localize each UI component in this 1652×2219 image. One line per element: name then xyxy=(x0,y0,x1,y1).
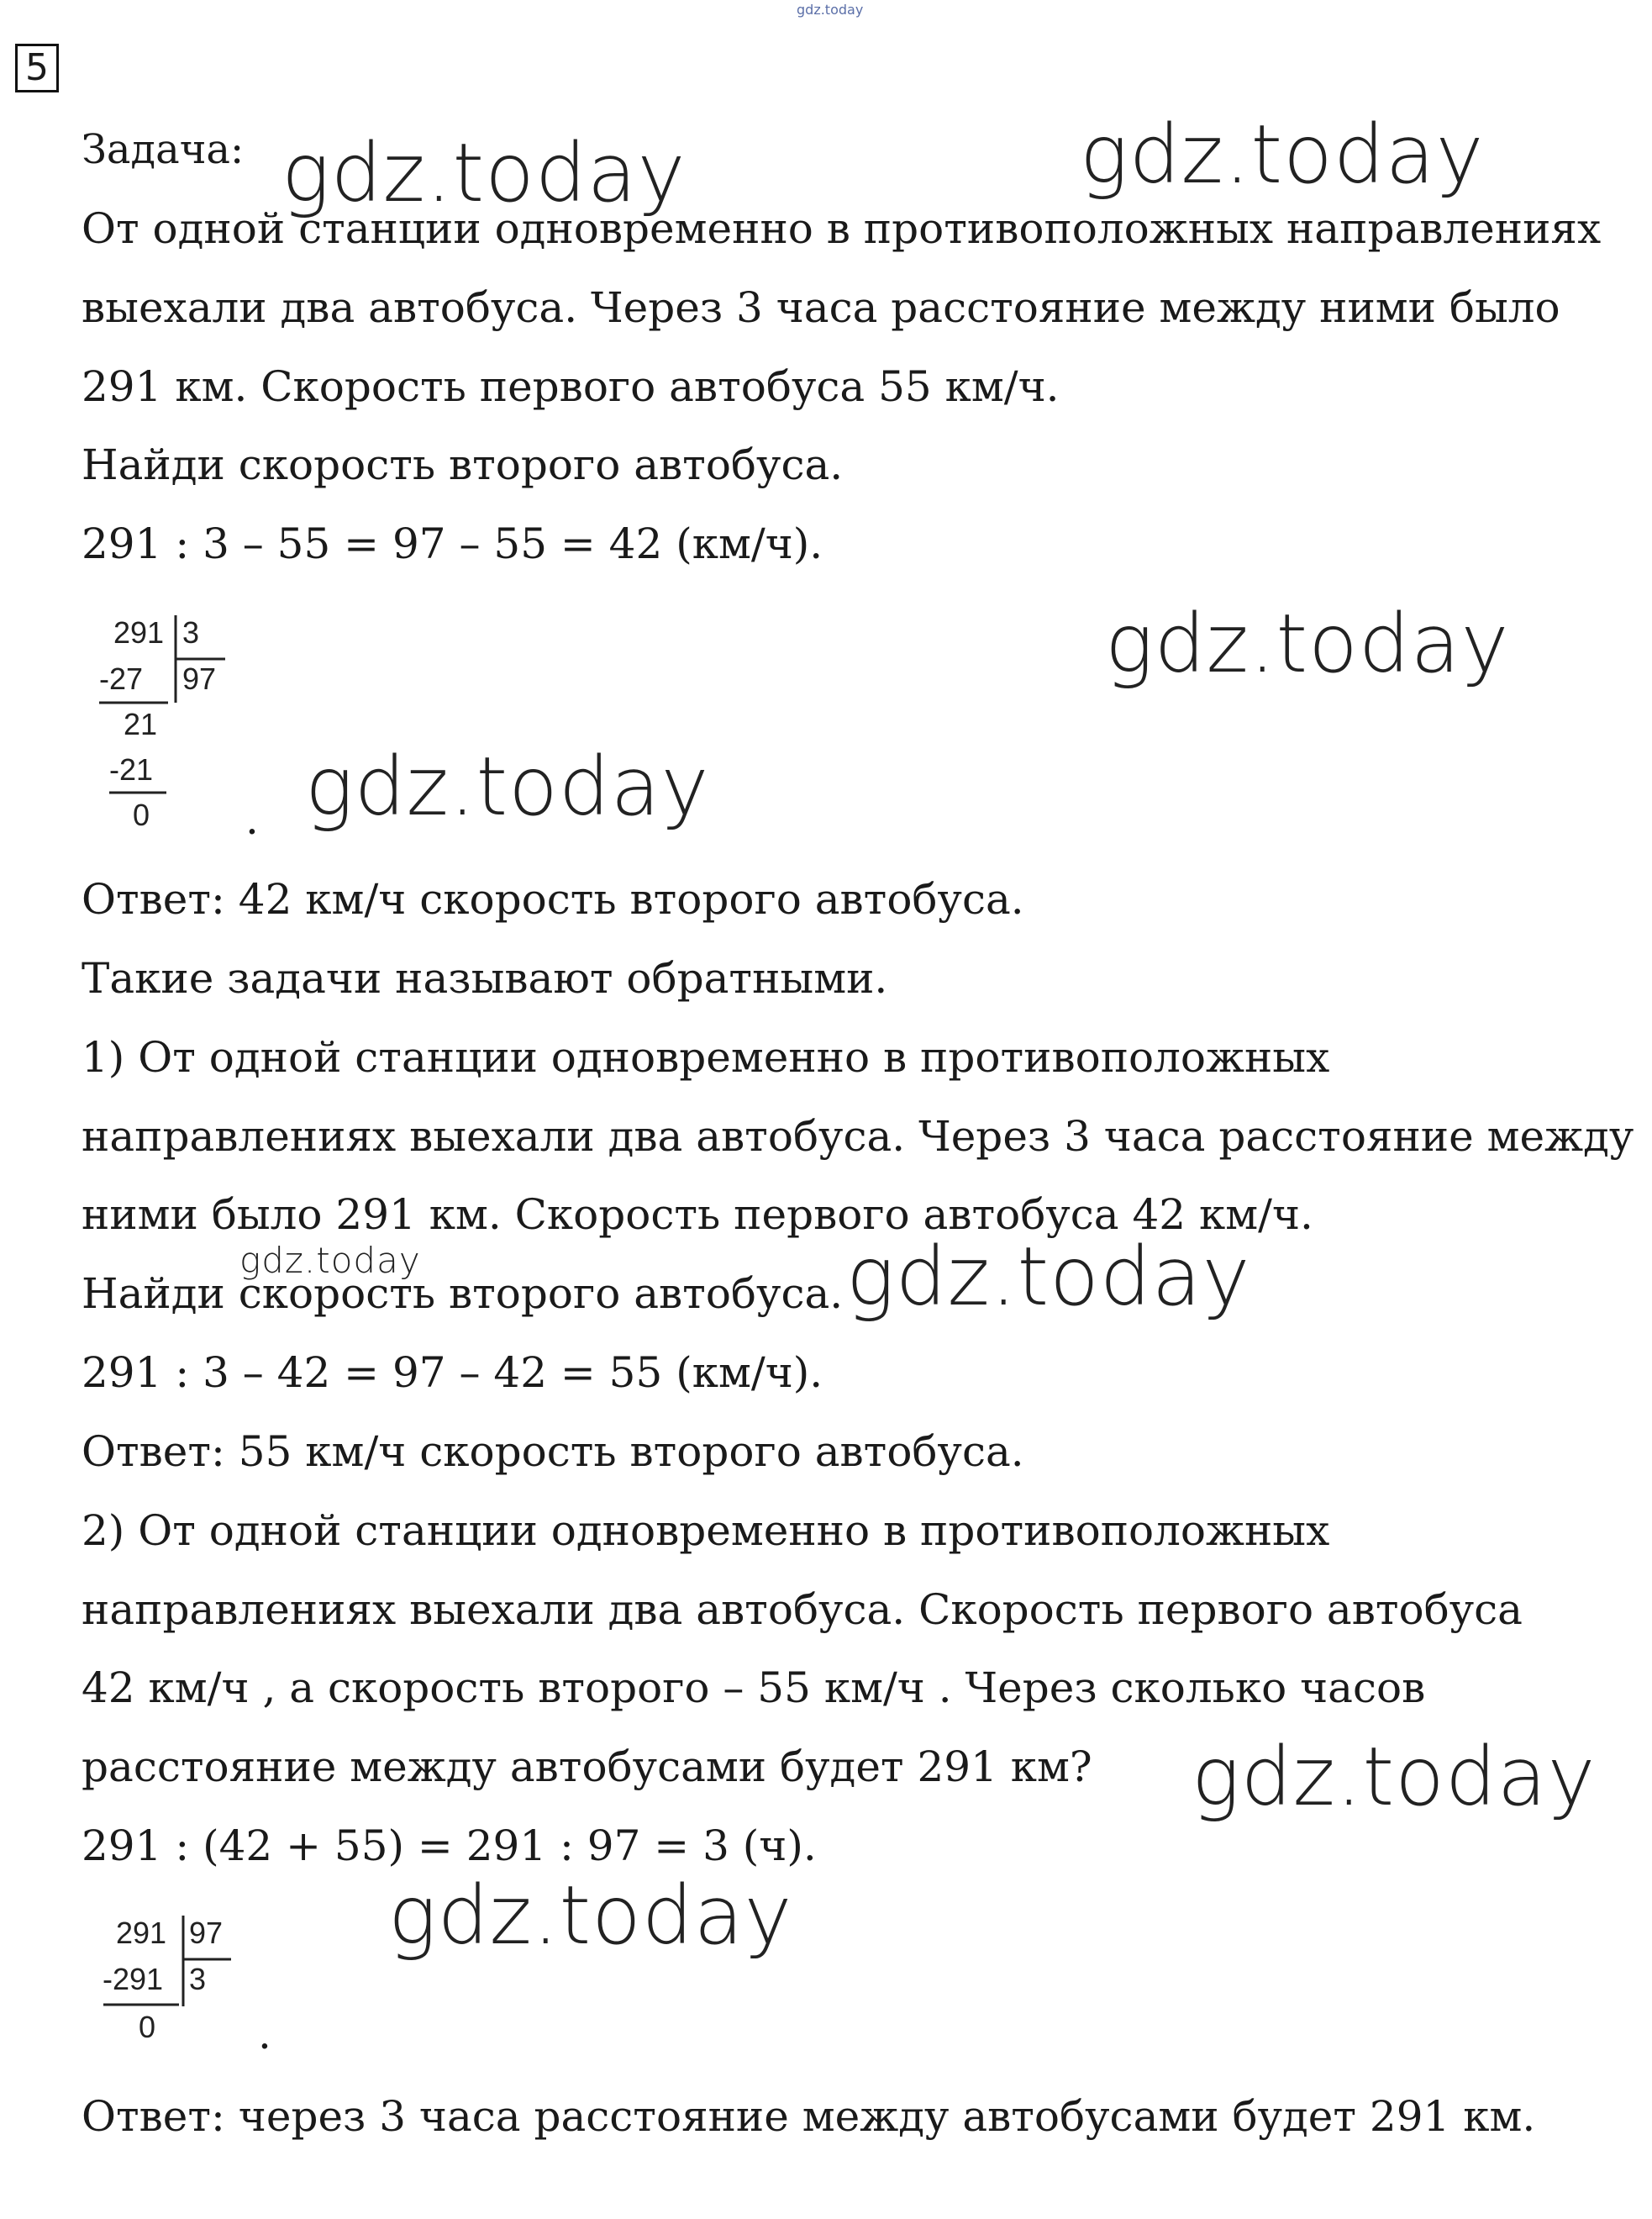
problem-solution: 291 : 3 – 55 = 97 – 55 = 42 (км/ч). xyxy=(82,519,823,568)
division-remainder: 0 xyxy=(133,798,150,832)
inverse1-answer: Ответ: 55 км/ч скорость второго автобуса. xyxy=(82,1427,1024,1476)
division-quotient: 97 xyxy=(182,661,217,696)
inverse1-line: ними было 291 км. Скорость первого автобуса 42 км/ч. xyxy=(82,1190,1313,1239)
inverse1-solution: 291 : 3 – 42 = 97 – 42 = 55 (км/ч). xyxy=(82,1348,823,1397)
inverse2-answer: Ответ: через 3 часа расстояние между автобусами будет 291 км. xyxy=(82,2092,1536,2141)
division-lines xyxy=(97,1912,239,2030)
division-subtrahend: -27 xyxy=(99,661,144,696)
watermark: gdz.today xyxy=(388,1868,793,1963)
inverse2-line: расстояние между автобусами будет 291 км? xyxy=(82,1742,1092,1791)
watermark: gdz.today xyxy=(281,126,687,220)
problem-line: От одной станции одновременно в противоположных направлениях xyxy=(82,204,1602,253)
inverse-note: Такие задачи называют обратными. xyxy=(82,954,888,1003)
division-divisor: 97 xyxy=(189,1916,224,1950)
division-dividend: 291 xyxy=(116,1916,167,1950)
inverse2-line: 42 км/ч , а скорость второго – 55 км/ч . Через сколько часов xyxy=(82,1663,1426,1712)
trailing-dot: . xyxy=(258,2010,271,2058)
inverse1-line: 1) От одной станции одновременно в противоположных xyxy=(82,1033,1330,1082)
watermark: gdz.today xyxy=(1080,108,1485,202)
problem-line: Найди скорость второго автобуса. xyxy=(82,440,844,489)
division-subtrahend: -21 xyxy=(109,752,154,787)
division-remainder: 0 xyxy=(139,2010,156,2044)
inverse1-line: Найди скорость второго автобуса. xyxy=(82,1269,844,1318)
watermark: gdz.today xyxy=(1105,597,1510,691)
inverse2-line: направлениях выехали два автобуса. Скорость первого автобуса xyxy=(82,1585,1523,1634)
trailing-dot: . xyxy=(245,795,259,844)
watermark: gdz.today xyxy=(239,1240,421,1281)
problem-answer: Ответ: 42 км/ч скорость второго автобуса. xyxy=(82,875,1024,924)
division-divisor: 3 xyxy=(182,615,200,650)
division-lines xyxy=(92,612,235,839)
division-quotient: 3 xyxy=(189,1962,207,1996)
task-label: Задача: xyxy=(82,126,245,173)
inverse2-solution: 291 : (42 + 55) = 291 : 97 = 3 (ч). xyxy=(82,1821,817,1870)
watermark: gdz.today xyxy=(1192,1730,1597,1824)
inverse1-line: направлениях выехали два автобуса. Через 3 часа расстояние между xyxy=(82,1112,1634,1161)
task-number-box: 5 xyxy=(15,44,59,92)
problem-line: 291 км. Скорость первого автобуса 55 км/ч. xyxy=(82,362,1060,411)
division-dividend: 291 xyxy=(113,615,165,650)
problem-line: выехали два автобуса. Через 3 часа расстояние между ними было xyxy=(82,283,1560,332)
division-remainder: 21 xyxy=(124,707,158,741)
division-subtrahend: -291 xyxy=(103,1962,164,1996)
site-watermark-small: gdz.today xyxy=(797,2,864,18)
watermark: gdz.today xyxy=(305,740,710,834)
inverse2-line: 2) От одной станции одновременно в противоположных xyxy=(82,1506,1330,1555)
watermark: gdz.today xyxy=(846,1230,1251,1324)
